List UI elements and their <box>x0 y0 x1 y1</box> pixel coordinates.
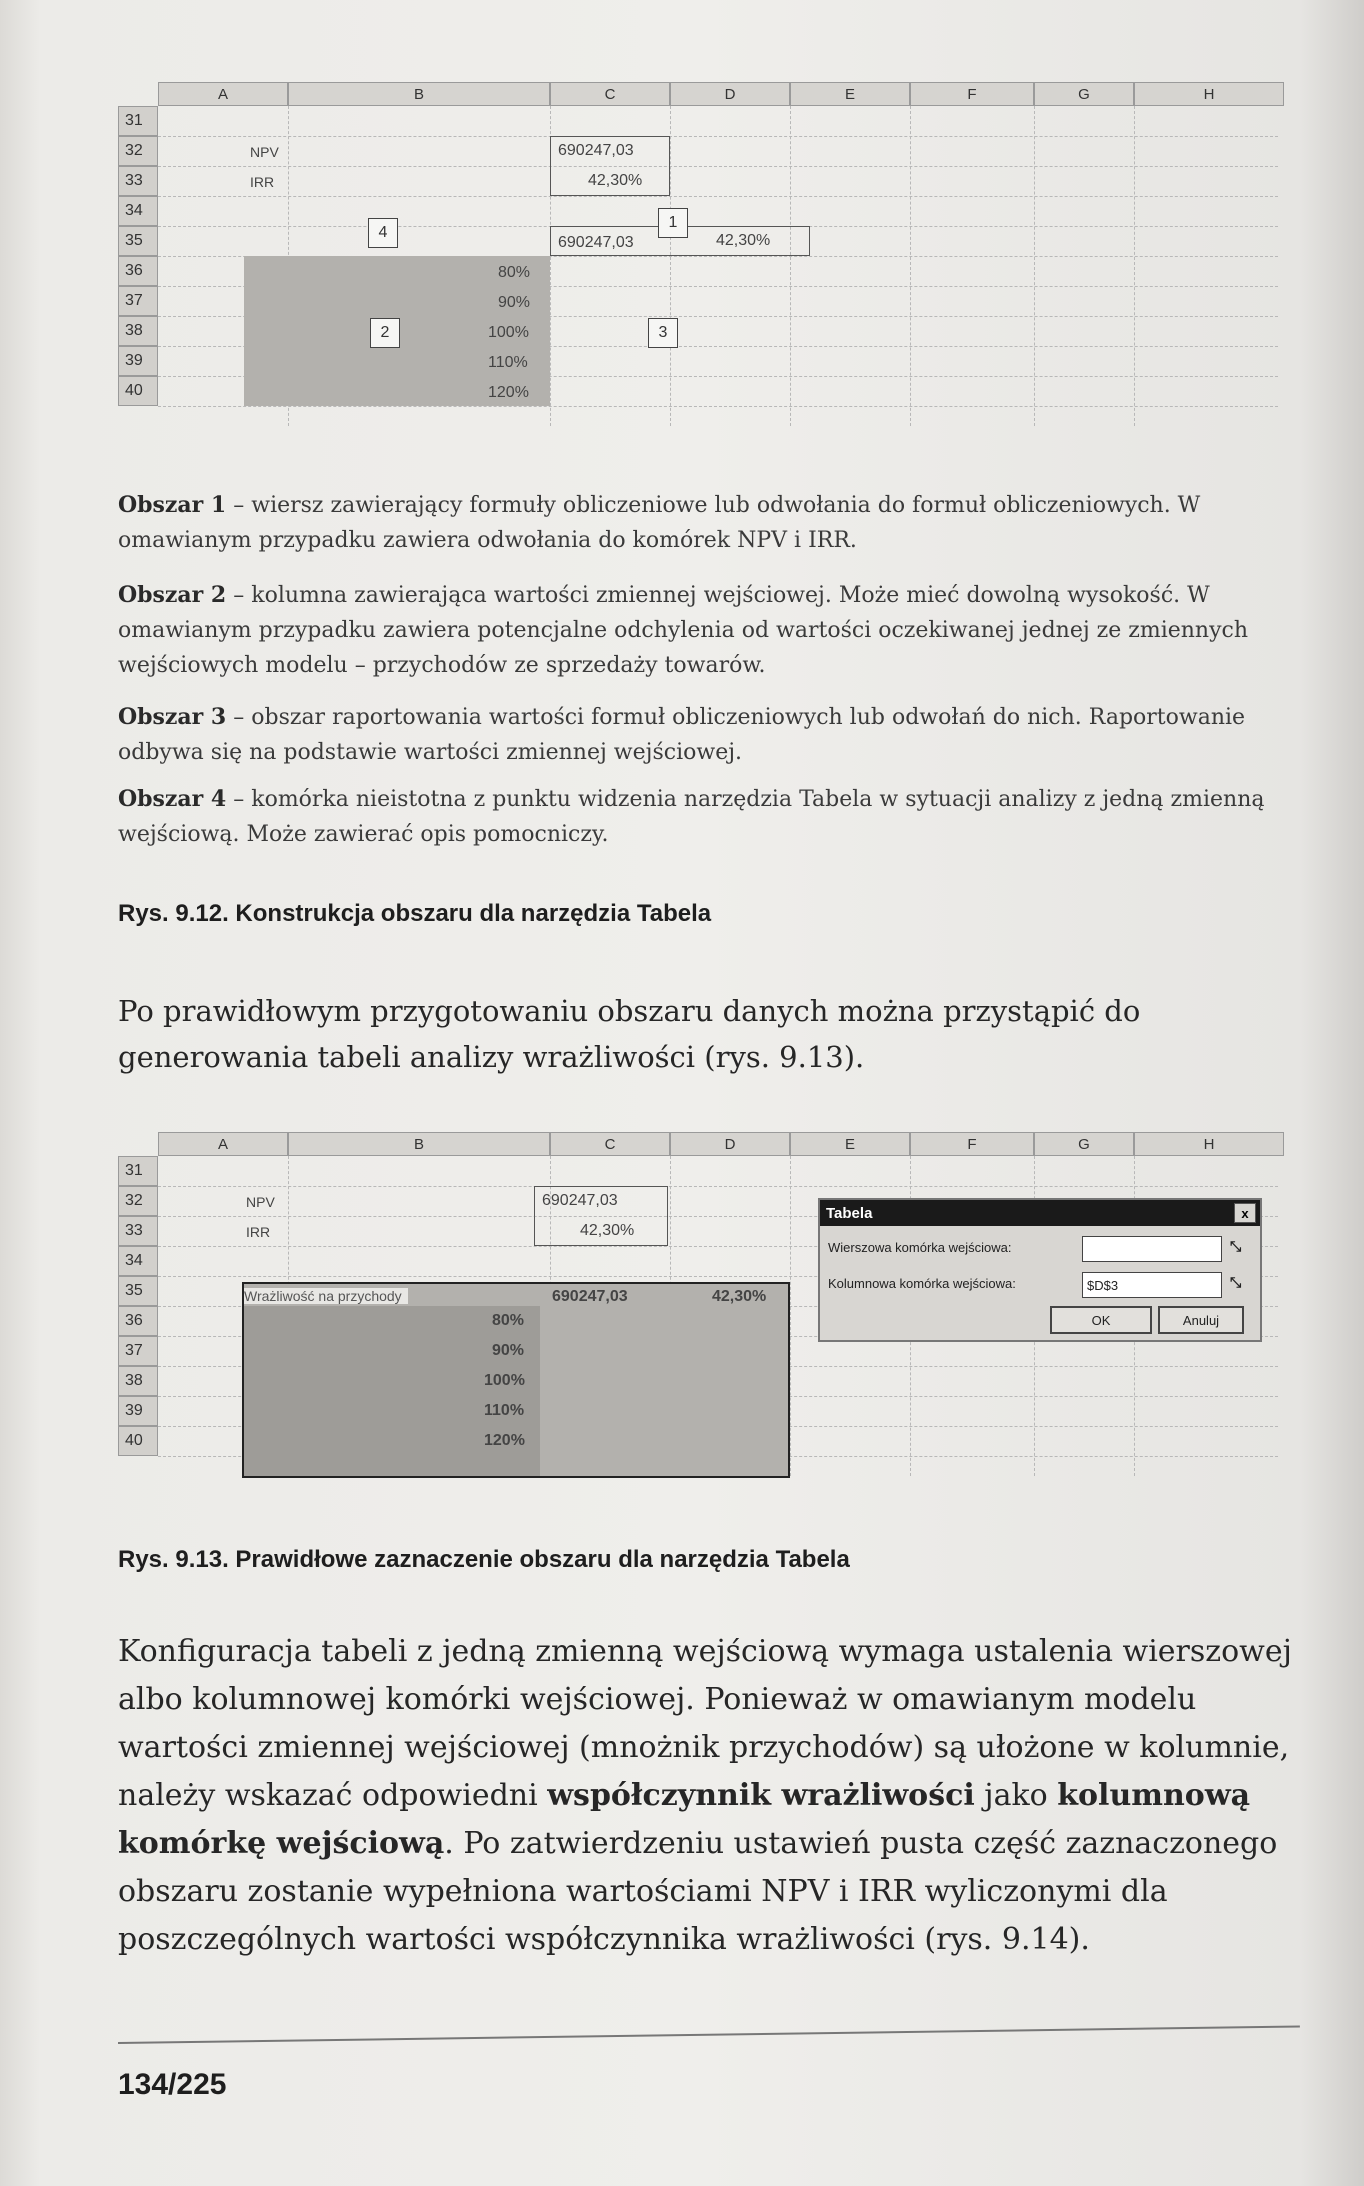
para2-text-3: . Po zatwierdzeniu ustawień pusta część zaznaczonego obszaru zostanie wypełniona wartościami NPV i IRR wyliczonymi dla poszczególnych wartości współczynnika wrażliwości (rys. 9.14). <box>118 1826 1278 1957</box>
para2-text-1: Konfiguracja tabeli z jedną zmienną wejściową wymaga ustalenia wierszowej albo kolumnowej komórki wejściowej. Ponieważ w omawianym modelu wartości zmiennej wejściowej (mnożnik przychodów) są ułożone w kolumnie, należy wskazać odpowiedni <box>118 1634 1292 1813</box>
row-header-34: 34 <box>118 196 158 226</box>
percent-110: 110% <box>484 1402 525 1419</box>
page-number: 134/225 <box>118 2068 227 2101</box>
row-header-39: 39 <box>118 1396 158 1426</box>
para2-bold-1: współczynnik wrażliwości <box>547 1778 975 1813</box>
col-header-d: D <box>670 82 790 106</box>
col-header-c: C <box>550 1132 670 1156</box>
intro-paragraph: Po prawidłowym przygotowaniu obszaru danych można przystąpić do generowania tabeli analizy wrażliwości (rys. 9.13). <box>118 994 1141 1074</box>
row35-npv: 690247,03 <box>558 234 634 251</box>
row-input-picker-icon[interactable]: ⤡ <box>1230 1238 1242 1254</box>
irr-value: 42,30% <box>580 1222 635 1239</box>
col-header-a: A <box>158 82 288 106</box>
area-label-4: 4 <box>368 218 398 248</box>
percent-100: 100% <box>488 324 529 341</box>
row-header-33: 33 <box>118 1216 158 1246</box>
percent-120: 120% <box>488 384 529 401</box>
row-header-38: 38 <box>118 316 158 346</box>
row35-npv: 690247,03 <box>552 1288 628 1305</box>
col-header-g: G <box>1034 82 1134 106</box>
npv-value: 690247,03 <box>542 1192 618 1209</box>
row-header-35: 35 <box>118 226 158 256</box>
para2-text-2: jako <box>974 1778 1058 1813</box>
row-header-31: 31 <box>118 106 158 136</box>
area-4-title: Obszar 4 <box>118 786 227 812</box>
area-label-1: 1 <box>658 208 688 238</box>
sensitivity-label: Wrażliwość na przychody <box>244 1288 408 1304</box>
area-4-description <box>118 782 1328 852</box>
figure-9-13-spreadsheet <box>118 1132 1308 1512</box>
area-3-text: – obszar raportowania wartości formuł obliczeniowych lub odwołań do nich. Raportowanie odbywa się na podstawie wartości zmiennej wejściowej. <box>118 705 1246 765</box>
row-header-33: 33 <box>118 166 158 196</box>
col-header-f: F <box>910 1132 1034 1156</box>
area-4-text: – komórka nieistotna z punktu widzenia narzędzia Tabela w sytuacji analizy z jedną zmienną wejściową. Może zawierać opis pomocniczy. <box>118 787 1265 847</box>
col-header-e: E <box>790 82 910 106</box>
close-icon[interactable]: x <box>1234 1203 1256 1223</box>
row-input-label: Wierszowa komórka wejściowa: <box>828 1240 1012 1255</box>
col-header-h: H <box>1134 1132 1284 1156</box>
area-3-title: Obszar 3 <box>118 704 227 730</box>
row-input-field[interactable] <box>1082 1236 1222 1262</box>
col-header-d: D <box>670 1132 790 1156</box>
cancel-button[interactable]: Anuluj <box>1158 1306 1244 1334</box>
col-input-field[interactable]: $D$3 <box>1082 1272 1222 1298</box>
percent-110: 110% <box>488 354 528 371</box>
footer-rule <box>118 2025 1300 2044</box>
row-header-36: 36 <box>118 1306 158 1336</box>
col-input-picker-icon[interactable]: ⤡ <box>1230 1274 1242 1290</box>
configuration-paragraph <box>118 1628 1318 1964</box>
area-2-description <box>118 578 1328 683</box>
row-header-38: 38 <box>118 1366 158 1396</box>
irr-label: IRR <box>250 174 275 190</box>
percent-100: 100% <box>484 1372 525 1389</box>
dialog-title-bar <box>820 1200 1260 1226</box>
col-header-e: E <box>790 1132 910 1156</box>
para2-bold-2: kolumnową komórkę wejściową <box>118 1778 1251 1861</box>
selected-range-dark <box>244 1306 540 1476</box>
col-header-b: B <box>288 82 550 106</box>
row-header-34: 34 <box>118 1246 158 1276</box>
ok-button[interactable]: OK <box>1050 1306 1152 1334</box>
row-header-40: 40 <box>118 376 158 406</box>
percent-120: 120% <box>484 1432 525 1449</box>
col-input-label: Kolumnowa komórka wejściowa: <box>828 1276 1016 1291</box>
npv-label: NPV <box>250 144 279 160</box>
area-label-2: 2 <box>370 318 400 348</box>
irr-label: IRR <box>246 1224 271 1240</box>
col-header-f: F <box>910 82 1034 106</box>
tabela-dialog <box>818 1198 1262 1342</box>
percent-80: 80% <box>498 264 531 281</box>
row-header-40: 40 <box>118 1426 158 1456</box>
npv-label: NPV <box>246 1194 275 1210</box>
col-header-h: H <box>1134 82 1284 106</box>
col-header-a: A <box>158 1132 288 1156</box>
col-header-g: G <box>1034 1132 1134 1156</box>
row-header-31: 31 <box>118 1156 158 1186</box>
area-1-text: – wiersz zawierający formuły obliczeniowe lub odwołania do formuł obliczeniowych. W omawianym przypadku zawiera odwołania do komórek NPV i IRR. <box>118 493 1201 553</box>
percent-80: 80% <box>492 1312 525 1329</box>
figure-9-12-spreadsheet <box>118 82 1308 452</box>
row-header-36: 36 <box>118 256 158 286</box>
area-3-description <box>118 700 1328 770</box>
percent-90: 90% <box>498 294 531 311</box>
row-header-32: 32 <box>118 136 158 166</box>
row-header-37: 37 <box>118 1336 158 1366</box>
row-header-32: 32 <box>118 1186 158 1216</box>
row-header-35: 35 <box>118 1276 158 1306</box>
area-2-title: Obszar 2 <box>118 582 227 608</box>
area-1-description <box>118 488 1328 558</box>
row35-irr: 42,30% <box>712 1288 767 1305</box>
area-2-text: – kolumna zawierająca wartości zmiennej wejściowej. Może mieć dowolną wysokość. W omawianym przypadku zawiera potencjalne odchylenia od wartości oczekiwanej jednej ze zmiennych wejściowych modelu – przychodów ze sprzedaży towarów. <box>118 583 1249 678</box>
figure-9-13-caption: Rys. 9.13. Prawidłowe zaznaczenie obszaru dla narzędzia Tabela <box>118 1546 850 1573</box>
irr-value: 42,30% <box>588 172 643 189</box>
area-1-title: Obszar 1 <box>118 492 227 518</box>
percent-90: 90% <box>492 1342 525 1359</box>
col-header-b: B <box>288 1132 550 1156</box>
figure-9-12-caption: Rys. 9.12. Konstrukcja obszaru dla narzędzia Tabela <box>118 900 712 927</box>
col-header-c: C <box>550 82 670 106</box>
row-header-39: 39 <box>118 346 158 376</box>
row35-irr: 42,30% <box>716 232 771 249</box>
area-label-3: 3 <box>648 318 678 348</box>
row-header-37: 37 <box>118 286 158 316</box>
dialog-title: Tabela <box>826 1204 873 1222</box>
npv-value: 690247,03 <box>558 142 634 159</box>
